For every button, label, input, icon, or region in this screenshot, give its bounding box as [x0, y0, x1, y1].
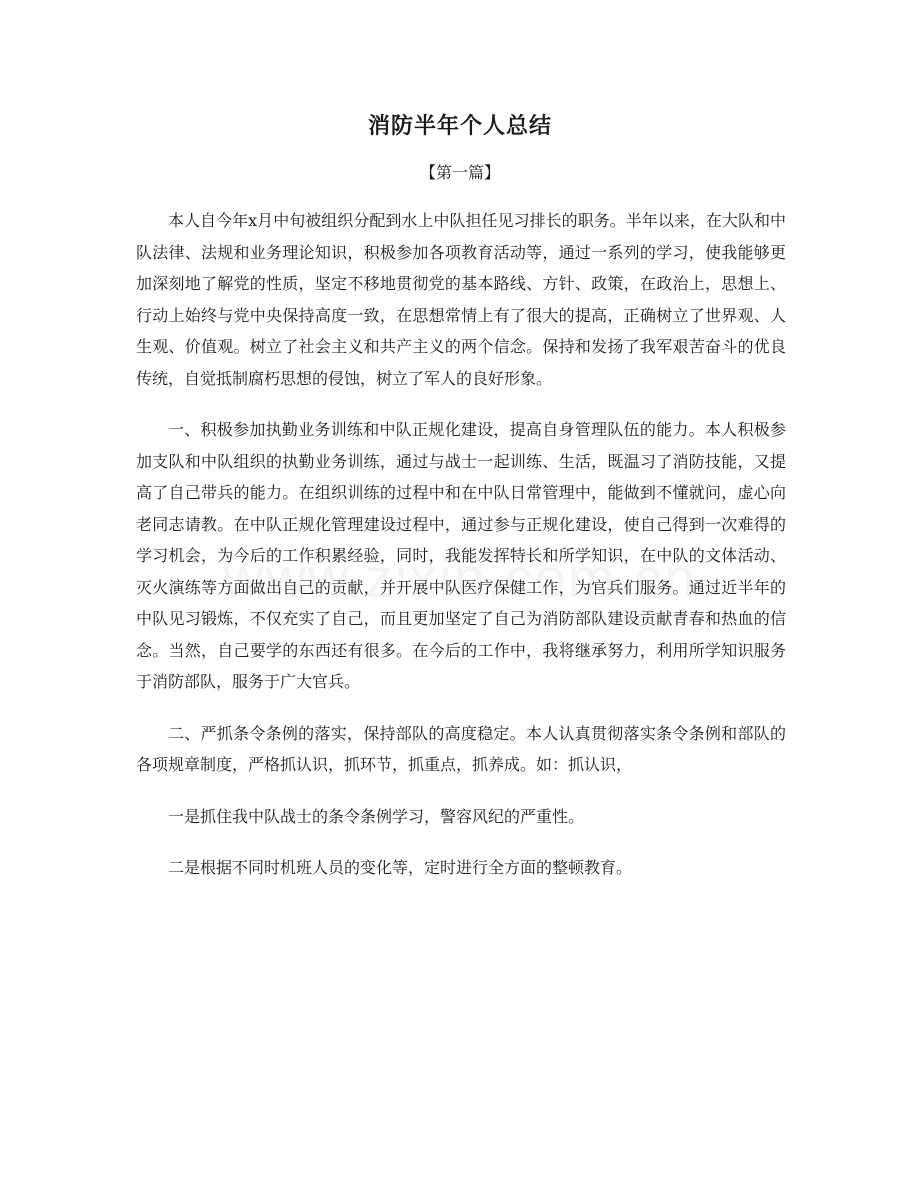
paragraph-intro: 本人自今年x月中旬被组织分配到水上中队担任见习排长的职务。半年以来，在大队和中队法律、法规和业务理论知识，积极参加各项教育活动等，通过一系列的学习，使我能够更加深刻地了解党的性质，坚定不移地贯彻党的基本路线、方针、政策，在政治上，思想上、行动上始终与党中央保持高度一致，在思想常情上有了很大的提高，正确树立了世界观、人生观、价值观。树立了社会主义和共产主义的两个信念。保持和发扬了我军艰苦奋斗的优良传统，自觉抵制腐朽思想的侵蚀，树立了军人的良好形象。 — [136, 211, 786, 388]
paragraph-point-2: 二是根据不同时机班人员的变化等，定时进行全方面的整顿教育。 — [168, 858, 633, 877]
document-subtitle: 【第一篇】 — [419, 163, 500, 182]
paragraph-section-2: 二、严抓条令条例的落实，保持部队的高度稳定。本人认真贯彻落实条令条例和部队的各项规章制度，严格抓认识，抓环节，抓重点，抓养成。如：抓认识， — [136, 723, 786, 774]
paragraph-point-1: 一是抓住我中队战士的条令条例学习，警容风纪的严重性。 — [168, 806, 585, 826]
paragraph-section-1: 一、积极参加执勤业务训练和中队正规化建设，提高自身管理队伍的能力。本人积极参加支队和中队组织的执勤业务训练，通过与战士一起训练、生活，既温习了消防技能，又提高了自己带兵的能力。在组织训练的过程中和在中队日常管理中，能做到不懂就问，虚心向老同志请教。在中队正规化管理建设过程中，通过参与正规化建设，使自己得到一次难得的学习机会，为今后的工作积累经验，同时，我能发挥特长和所学知识，在中队的文体活动、灭火演练等方面做出自己的贡献，并开展中队医疗保健工作，为官兵们服务。通过近半年的中队见习锻炼，不仅充实了自己，而且更加坚定了自己为消防部队建设贡献青春和热血的信念。当然，自己要学的东西还有很多。在今后的工作中，我将继承努力，利用所学知识服务于消防部队，服务于广大官兵。 — [136, 420, 786, 691]
document-body — [136, 205, 786, 904]
document-title: 消防半年个人总结 — [367, 113, 552, 139]
